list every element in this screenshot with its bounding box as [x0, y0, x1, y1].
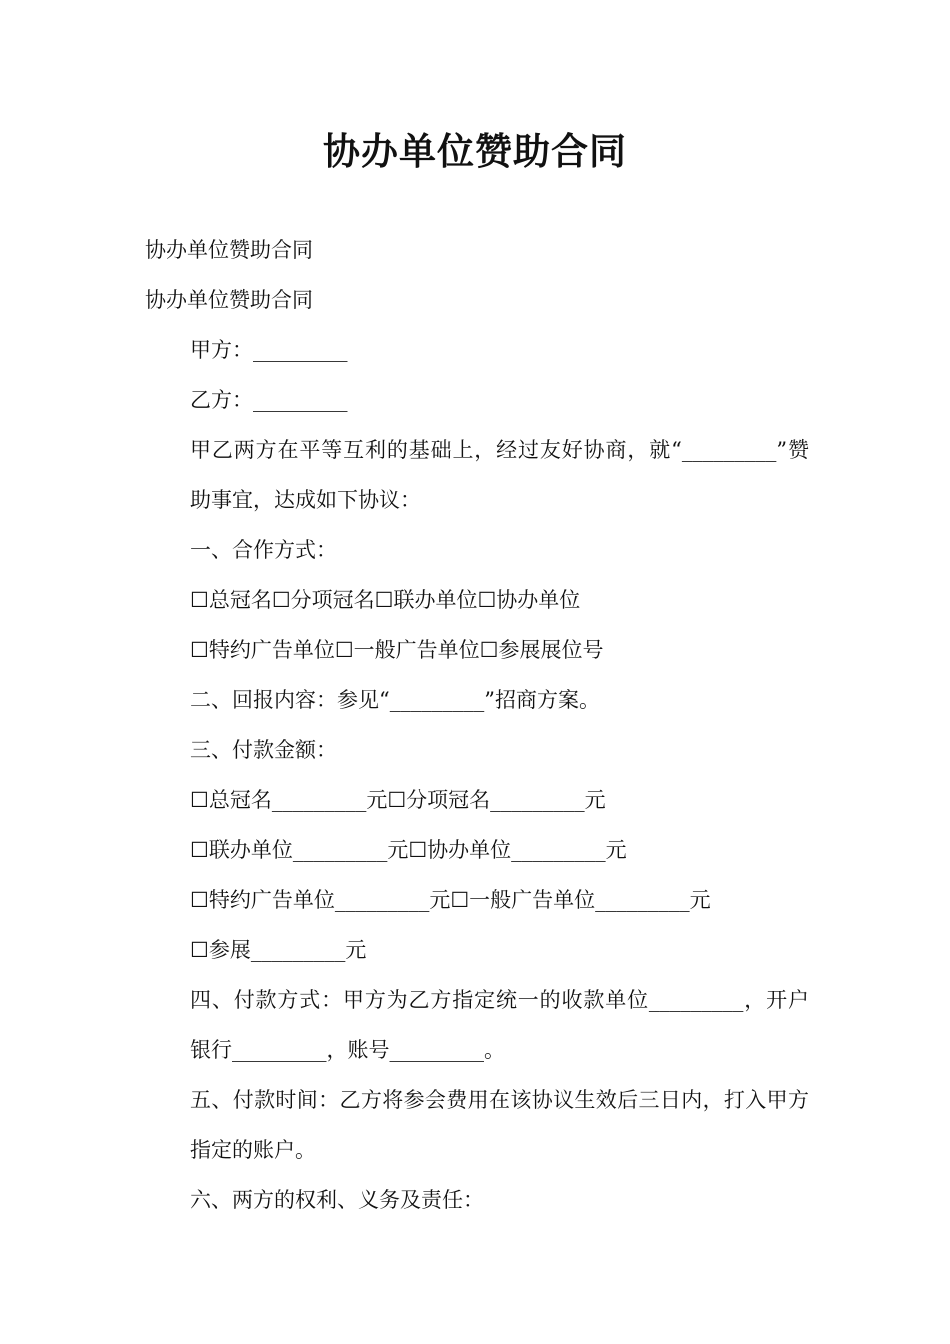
payment-amount-row-3: ☐特约广告单位_________元☐一般广告单位_________元 [190, 888, 711, 912]
cooperation-options-row-2: ☐特约广告单位☐一般广告单位☐参展展位号 [190, 638, 604, 662]
section-rights-heading: 六、两方的权利、义务及责任： [190, 1188, 484, 1212]
party-a-line: 甲方：_________ [190, 338, 348, 362]
payment-amount-row-2: ☐联办单位_________元☐协办单位_________元 [190, 838, 627, 862]
paragraph-subtitle-2: 协办单位赞助合同 [145, 288, 313, 312]
document-title: 协办单位赞助合同 [323, 130, 627, 173]
section-return-content: 二、回报内容：参见“_________”招商方案。 [190, 688, 600, 712]
section-payment-time: 五、付款时间：乙方将参会费用在该协议生效后三日内，打入甲方指定的账户。 [190, 1088, 809, 1162]
document-body [145, 225, 809, 1225]
section-cooperation-heading: 一、合作方式： [190, 538, 337, 562]
section-payment-method: 四、付款方式：甲方为乙方指定统一的收款单位_________，开户银行_________，账号_________。 [190, 988, 809, 1062]
payment-amount-row-1: ☐总冠名_________元☐分项冠名_________元 [190, 788, 606, 812]
cooperation-options-row-1: ☐总冠名☐分项冠名☐联办单位☐协办单位 [190, 588, 581, 612]
party-b-line: 乙方：_________ [190, 388, 348, 412]
paragraph-subtitle-1: 协办单位赞助合同 [145, 238, 313, 262]
section-payment-amount-heading: 三、付款金额： [190, 738, 337, 762]
preamble-paragraph: 甲乙两方在平等互利的基础上，经过友好协商，就“_________”赞助事宜，达成如下协议： [190, 438, 809, 512]
payment-amount-row-4: ☐参展_________元 [190, 938, 367, 962]
